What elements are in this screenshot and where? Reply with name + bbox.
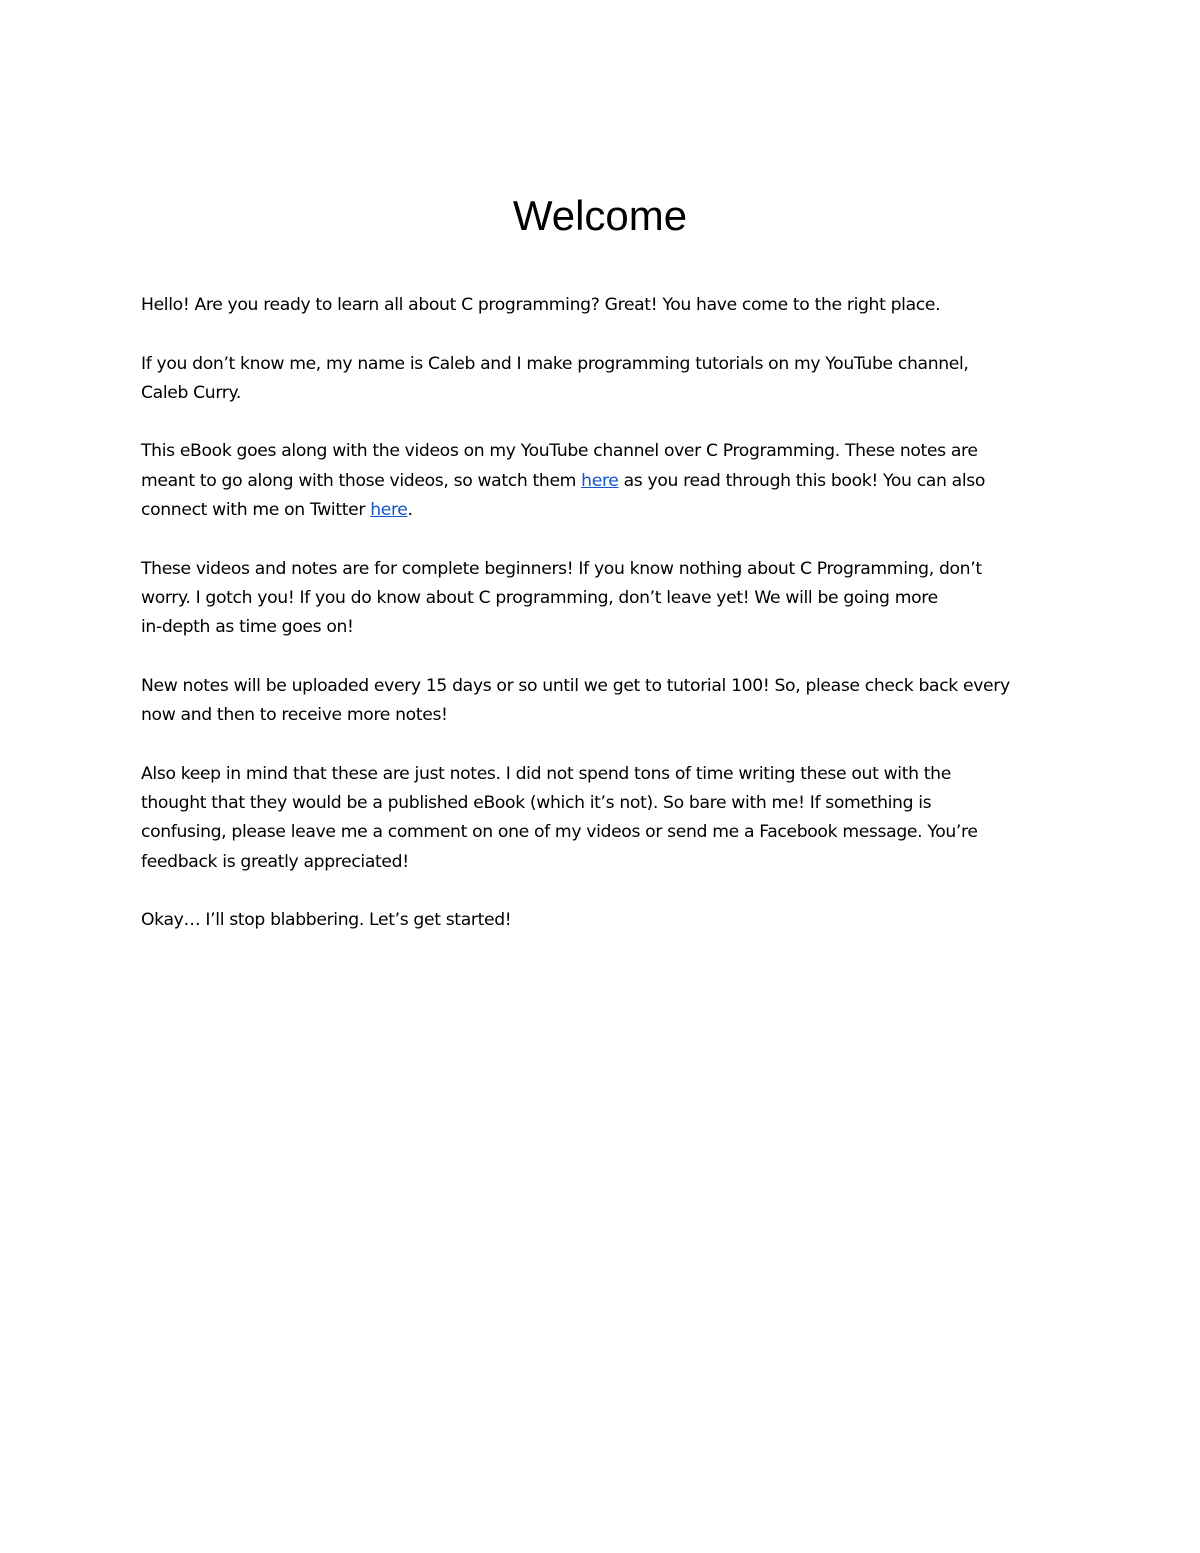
text-segment: meant to go along with those videos, so watch them <box>141 470 582 491</box>
text-line: confusing, please leave me a comment on one of my videos or send me a Facebook message. You’re <box>141 822 978 843</box>
text-line: Caleb Curry. <box>141 382 241 403</box>
paragraph-ebook-info <box>141 437 1061 525</box>
document-body <box>141 291 1061 965</box>
paragraph-introduction <box>141 350 1061 409</box>
twitter-link[interactable]: here <box>370 500 408 521</box>
text-line: Also keep in mind that these are just notes. I did not spend tons of time writing these out with the <box>141 763 951 784</box>
paragraph-greeting <box>141 291 1061 320</box>
text-segment: connect with me on Twitter <box>141 500 371 521</box>
youtube-videos-link[interactable]: here <box>581 470 619 491</box>
text-line: New notes will be uploaded every 15 days or so until we get to tutorial 100! So, please check back every <box>141 675 1010 696</box>
paragraph-disclaimer <box>141 760 1061 877</box>
paragraph-upload-schedule <box>141 672 1061 731</box>
text-line: If you don’t know me, my name is Caleb and I make programming tutorials on my YouTube channel, <box>141 353 969 374</box>
text-line: feedback is greatly appreciated! <box>141 851 409 872</box>
text-line: These videos and notes are for complete beginners! If you know nothing about C Programming, don’t <box>141 558 982 579</box>
text-line: This eBook goes along with the videos on my YouTube channel over C Programming. These notes are <box>141 441 978 462</box>
text-line: now and then to receive more notes! <box>141 705 448 726</box>
text-segment: . <box>407 500 413 521</box>
page-title: Welcome <box>512 192 688 239</box>
text-line: in-depth as time goes on! <box>141 617 354 638</box>
paragraph-closing <box>141 906 1061 935</box>
text-segment: as you read through this book! You can also <box>618 470 986 491</box>
text-line: Okay… I’ll stop blabbering. Let’s get started! <box>141 910 512 931</box>
text-line: worry. I gotch you! If you do know about C programming, don’t leave yet! We will be going more <box>141 587 938 608</box>
paragraph-beginners <box>141 555 1061 643</box>
text-line: thought that they would be a published eBook (which it’s not). So bare with me! If something is <box>141 793 932 814</box>
text-line: Hello! Are you ready to learn all about C programming? Great! You have come to the right place. <box>141 295 941 315</box>
